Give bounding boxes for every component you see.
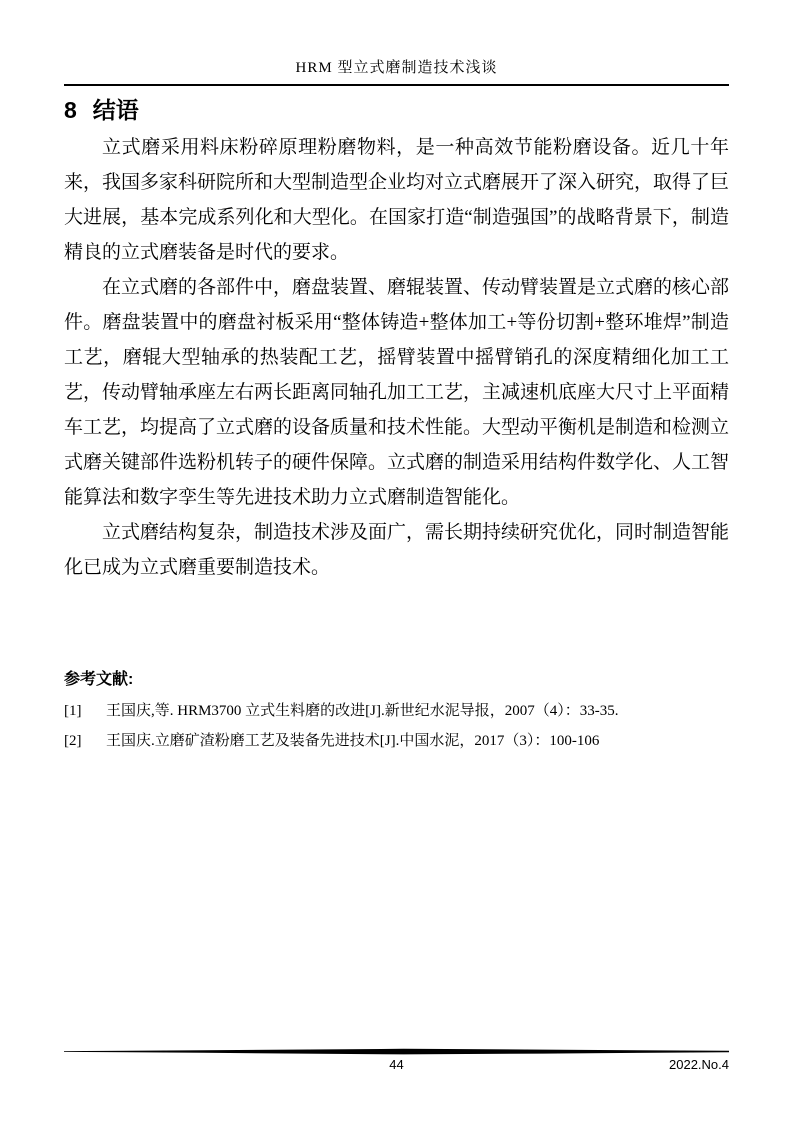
reference-item bbox=[64, 726, 729, 756]
footer-decorative-rule bbox=[64, 1048, 729, 1055]
paragraph-2: 在立式磨的各部件中，磨盘装置、磨辊装置、传动臂装置是立式磨的核心部件。磨盘装置中的磨盘衬板采用“整体铸造+整体加工+等份切割+整环堆焊”制造工艺，磨辊大型轴承的热装配工艺，摇臂装置中摇臂销孔的深度精细化加工工艺，传动臂轴承座左右两长距离同轴孔加工工艺，主减速机底座大尺寸上平面精车工艺，均提高了立式磨的设备质量和技术性能。大型动平衡机是制造和检测立式磨关键部件选粉机转子的硬件保障。立式磨的制造采用结构件数学化、人工智能算法和数字孪生等先进技术助力立式磨制造智能化。 bbox=[64, 277, 730, 508]
header-rule bbox=[64, 84, 729, 86]
paragraph-3: 立式磨结构复杂，制造技术涉及面广，需长期持续研究优化，同时制造智能化已成为立式磨重要制造技术。 bbox=[64, 522, 730, 578]
issue-label: 2022.No.4 bbox=[669, 1057, 729, 1072]
reference-marker: [1] bbox=[64, 703, 82, 719]
section-number: 8 bbox=[64, 97, 77, 123]
page-footer bbox=[64, 1048, 729, 1073]
running-title: HRM 型立式磨制造技术浅谈 bbox=[295, 60, 498, 76]
page-number: 44 bbox=[389, 1057, 404, 1072]
reference-item bbox=[64, 696, 729, 726]
reference-text: 王国庆.立磨矿渣粉磨工艺及装备先进技术[J].中国水泥，2017（3）：100-106 bbox=[106, 733, 600, 749]
references-heading: 参考文献: bbox=[64, 671, 134, 688]
references-section bbox=[64, 670, 729, 756]
paragraph-1: 立式磨采用料床粉碎原理粉磨物料，是一种高效节能粉磨设备。近几十年来，我国多家科研院所和大型制造型企业均对立式磨展开了深入研究，取得了巨大进展，基本完成系列化和大型化。在国家打造“制造强国”的战略背景下，制造精良的立式磨装备是时代的要求。 bbox=[64, 137, 730, 263]
footer-row bbox=[64, 1057, 729, 1073]
reference-marker: [2] bbox=[64, 733, 82, 749]
section-title: 结语 bbox=[92, 97, 139, 123]
section-heading bbox=[64, 96, 729, 124]
reference-text: 王国庆,等. HRM3700 立式生料磨的改进[J].新世纪水泥导报，2007（4）：33-35. bbox=[106, 703, 619, 719]
